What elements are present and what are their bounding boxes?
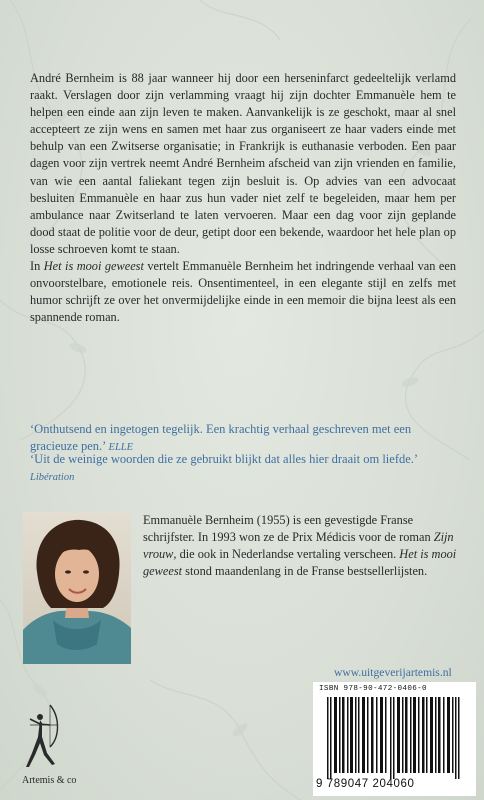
quote-source: ELLE [108,442,134,453]
barcode-panel [313,682,476,796]
book-title: Het is mooi geweest [43,259,144,274]
quote-text: ‘Uit de weinige woorden die ze gebruikt blijkt dat alles hier draait om liefde.’ [30,452,418,466]
barcode-number: 9 789047 204060 [316,778,415,790]
publisher-url[interactable]: www.uitgeverijartemis.nl [334,666,452,679]
bio-part-3: stond maandenlang in de Franse bestsellerlijsten. [182,564,428,579]
blurb-p2-rest: vertelt Emmanuèle Bernheim het indringende verhaal van een onvoorstelbare, emotionele reis. Onsentimenteel, in een elegante stijl en zelfs met humor schrijft ze over het onvermijdelijke einde in een memoir die bijna leest als een spannende roman. [30,259,457,325]
blurb-paragraph-2 [30,258,456,326]
author-bio [143,512,460,580]
blurb-text [30,70,456,326]
bio-title-1: Zijn vrouw [143,530,454,562]
archer-logo-icon [22,703,62,769]
quote-text: ‘Onthutsend en ingetogen tegelijk. Een krachtig verhaal geschreven met een gracieuze pen.’ [30,422,412,453]
publisher-name: Artemis & co [22,775,77,786]
bio-part-2: , die ook in Nederlandse vertaling verscheen. [173,547,400,562]
barcode-graphic [321,697,471,779]
author-photo [23,512,131,664]
isbn-label: ISBN 978-90-472-0406-0 [319,685,427,693]
bio-part-1: Emmanuèle Bernheim (1955) is een gevestigde Franse schrijfster. In 1993 won ze de Prix Médicis voor de roman [143,513,434,545]
blurb-paragraph-1: André Bernheim is 88 jaar wanneer hij door een herseninfarct gedeeltelijk verlamd raakt. Verslagen door zijn verlamming vraagt hij zijn dochter Emmanuèle hem te helpen een einde aan zijn leven te maken. Aanvankelijk is ze geschokt, maar al snel accepteert ze zijn wens en samen met haar zus organiseert ze haar vaders einde met behulp van een Zwitserse organisatie; in Frankrijk is euthanasie verboden. Een paar dagen voor zijn vertrek neemt André Bernheim afscheid van zijn vrienden en familie, van wie een aantal faliekant tegen zijn besluit is. Op advies van een advocaat besluiten Emmanuèle en haar zus hun vader niet zelf te begeleiden, maar hem per ambulance naar Zwitserland te laten vervoeren. Maar een dag voor zijn geplande dood staat de politie voor de deur, getipt door een bekende, waardoor het hele plan op losse schroeven komt te staan. [30,71,456,256]
blurb-p2-prefix: In [30,259,44,274]
review-quote-2 [30,451,456,486]
quote-source: Libération [30,472,75,483]
bio-title-2: Het is mooi geweest [143,547,457,579]
